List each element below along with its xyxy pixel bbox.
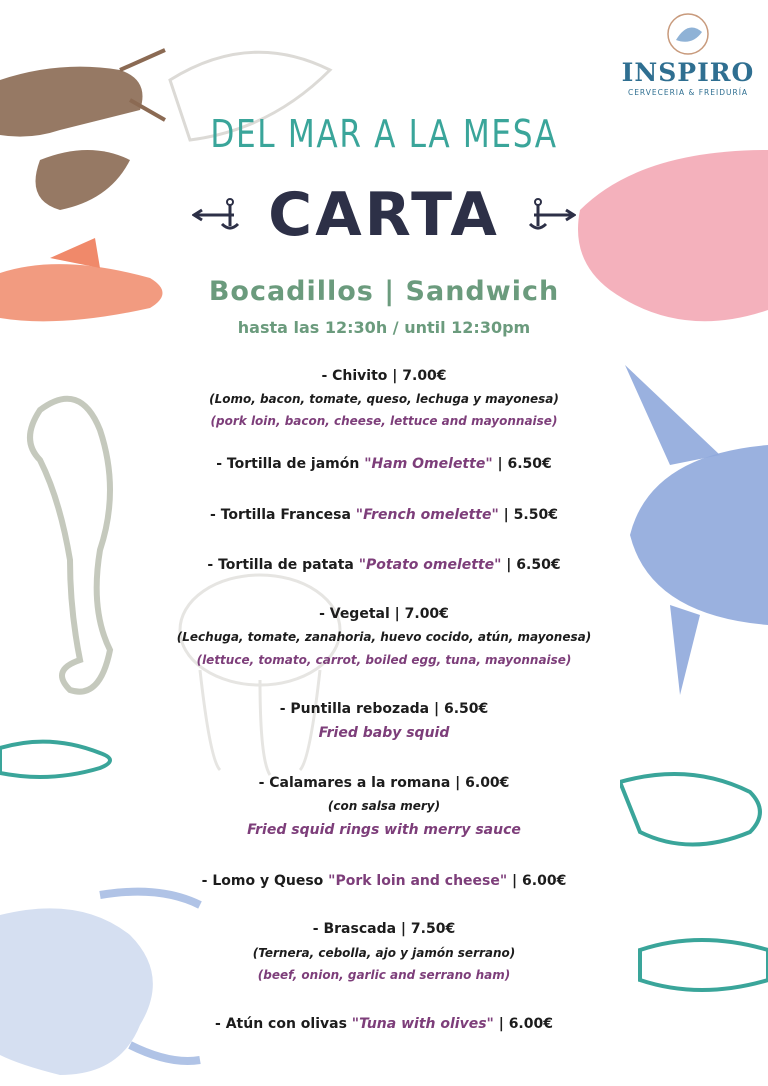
title-row xyxy=(0,180,768,250)
menu-item-calamares-desc-es: (con salsa mery) xyxy=(327,799,441,813)
menu-item-brascada-desc-es: (Ternera, cebolla, ajo y jamón serrano) xyxy=(252,946,516,960)
menu-item-vegetal: - Vegetal | 7.00€ xyxy=(319,606,449,622)
menu-item-chivito-desc-es: (Lomo, bacon, tomate, queso, lechuga y mayonesa) xyxy=(209,392,559,406)
menu-item-vegetal-desc-en: (lettuce, tomato, carrot, boiled egg, tuna, mayonnaise) xyxy=(196,653,572,667)
blue-angelfish-illustration xyxy=(610,355,768,700)
faded-jellyfish-illustration xyxy=(160,560,360,780)
item-price: | 6.00€ xyxy=(507,873,567,889)
item-name-es: - Atún con olivas xyxy=(215,1016,352,1032)
item-name-es: - Tortilla Francesa xyxy=(210,507,356,523)
logo-name: INSPIRO xyxy=(621,58,755,87)
anchor-icon-left xyxy=(192,198,250,232)
menu-item-chivito-desc-en: (pork loin, bacon, cheese, lettuce and mayonnaise) xyxy=(210,414,558,428)
section-subtitle: hasta las 12:30h / until 12:30pm xyxy=(237,318,531,337)
menu-item-potato-omelette xyxy=(0,557,768,573)
menu-item-lomo-queso xyxy=(0,873,768,889)
item-price: | 6.00€ xyxy=(493,1016,553,1032)
item-price: | 6.50€ xyxy=(492,456,552,472)
menu-item-calamares: - Calamares a la romana | 6.00€ xyxy=(258,775,510,791)
menu-item-calamares-desc-en: Fried squid rings with merry sauce xyxy=(247,822,521,838)
menu-item-puntilla-desc-en: Fried baby squid xyxy=(318,725,450,741)
menu-item-brascada-desc-en: (beef, onion, garlic and serrano ham) xyxy=(257,968,511,982)
menu-item-atun-olivas xyxy=(0,1016,768,1032)
item-price: | 5.50€ xyxy=(498,507,558,523)
menu-item-puntilla: - Puntilla rebozada | 6.50€ xyxy=(279,701,489,717)
menu-item-brascada: - Brascada | 7.50€ xyxy=(312,921,456,937)
brand-logo xyxy=(618,10,758,97)
fish-logo-icon xyxy=(658,10,718,58)
faded-lobster-illustration xyxy=(150,20,350,180)
item-price: | 6.50€ xyxy=(501,557,561,573)
menu-item-vegetal-desc-es: (Lechuga, tomate, zanahoria, huevo cocido, atún, mayonesa) xyxy=(176,630,592,644)
menu-item-french-omelette xyxy=(0,507,768,523)
section-title: Bocadillos | Sandwich xyxy=(208,276,560,307)
menu-item-ham-omelette xyxy=(0,456,768,472)
item-name-en: "French omelette" xyxy=(355,507,499,523)
item-name-en: "Potato omelette" xyxy=(358,557,502,573)
item-name-en: "Pork loin and cheese" xyxy=(328,873,508,889)
anchor-icon-right xyxy=(518,198,576,232)
item-name-es: - Tortilla de patata xyxy=(207,557,359,573)
item-name-en: "Ham Omelette" xyxy=(364,456,493,472)
page-title: CARTA xyxy=(268,180,500,250)
menu-item-chivito: - Chivito | 7.00€ xyxy=(321,368,447,384)
logo-subtitle: CERVECERIA & FREIDURÍA xyxy=(627,88,749,97)
item-name-en: "Tuna with olives" xyxy=(351,1016,494,1032)
menu-kicker: DEL MAR A LA MESA xyxy=(210,112,558,156)
item-name-es: - Lomo y Queso xyxy=(201,873,329,889)
item-name-es: - Tortilla de jamón xyxy=(216,456,365,472)
